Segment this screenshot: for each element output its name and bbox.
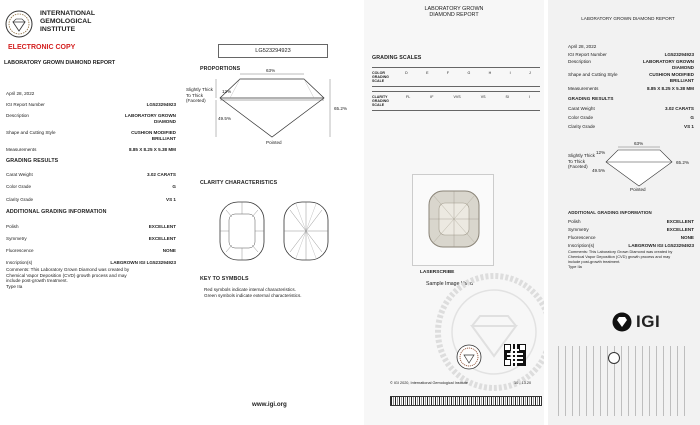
igi-diamond-icon bbox=[612, 312, 632, 332]
card-comments-line-4: Type IIa bbox=[568, 263, 582, 269]
card-number-row bbox=[568, 52, 694, 58]
polish-row bbox=[6, 224, 176, 230]
laserscribe-label: LASERSCRIBE bbox=[420, 270, 455, 275]
report-date: April 28, 2022 bbox=[6, 91, 35, 96]
card-depth-percent: 65.2% bbox=[676, 160, 690, 165]
card-number-value: LG523294923 bbox=[664, 52, 694, 57]
report-main-panel bbox=[0, 0, 182, 425]
card-symmetry-row bbox=[568, 227, 694, 233]
card-inscription-row bbox=[568, 243, 694, 249]
measurements-label: Measurements bbox=[6, 147, 37, 152]
proportions-diagram bbox=[182, 0, 364, 160]
grading-results-title: GRADING RESULTS bbox=[6, 158, 59, 164]
symmetry-row bbox=[6, 236, 176, 242]
key-line-1: Red symbols indicate internal characteristics. bbox=[204, 287, 296, 292]
fluorescence-row bbox=[6, 248, 176, 254]
igi-logo-text: IGI bbox=[636, 312, 661, 331]
symmetry-value: EXCELLENT bbox=[148, 236, 176, 241]
card-fluorescence-label: Fluorescence bbox=[568, 235, 596, 240]
card-shape-label: Shape and Cutting Style bbox=[568, 72, 618, 77]
card-shape-line-1: CUSHION MODIFIED bbox=[649, 72, 694, 77]
clarity-col-i: I bbox=[528, 95, 530, 99]
card-fluorescence-value: NONE bbox=[680, 235, 694, 240]
polish-label: Polish bbox=[6, 224, 19, 229]
card-additional-title: ADDITIONAL GRADING INFORMATION bbox=[568, 210, 652, 215]
grading-scales-title: GRADING SCALES bbox=[372, 55, 422, 61]
report-number-label: IGI Report Number bbox=[6, 102, 45, 107]
clarity-characteristics-title: CLARITY CHARACTERISTICS bbox=[200, 180, 278, 186]
clarity-grading-scale bbox=[372, 91, 540, 111]
sample-image-caption: Sample Image Used bbox=[426, 281, 473, 287]
org-name-line-1: INTERNATIONAL bbox=[40, 10, 95, 17]
footer-code: 10 - 13.20 bbox=[514, 381, 532, 385]
card-description-line-1: LABORATORY GROWN bbox=[642, 59, 694, 64]
comments-line-1: Comments: This Laboratory Grown Diamond was created by bbox=[6, 267, 130, 272]
org-name-line-2: GEMOLOGICAL bbox=[40, 17, 92, 25]
center-title-line-2: DIAMOND REPORT bbox=[429, 12, 479, 19]
color-col-h: H bbox=[488, 71, 492, 75]
proportions-report-number: LG523294923 bbox=[255, 48, 291, 54]
carat-label: Carat Weight bbox=[6, 172, 33, 177]
girdle-label bbox=[186, 87, 213, 104]
color-row bbox=[6, 184, 176, 190]
shape-label: Shape and Cutting Style bbox=[6, 130, 56, 135]
culet-label: Pointed bbox=[266, 140, 282, 145]
card-title: LABORATORY GROWN DIAMOND REPORT bbox=[581, 16, 675, 21]
clarity-col-fl: FL bbox=[406, 95, 411, 99]
card-symmetry-value: EXCELLENT bbox=[666, 227, 694, 232]
comments-line-3: include post-growth treatment. bbox=[6, 278, 68, 284]
card-description-label: Description bbox=[568, 59, 591, 64]
card-color-label: Color Grade bbox=[568, 115, 594, 120]
card-number-label: IGI Report Number bbox=[568, 52, 607, 57]
card-girdle-line-1: Slightly Thick bbox=[568, 153, 595, 158]
card-carat-row bbox=[568, 106, 694, 112]
card-grading-title: GRADING RESULTS bbox=[568, 96, 614, 101]
card-rotated-fine-print bbox=[558, 346, 690, 416]
card-color-row bbox=[568, 115, 694, 121]
qr-code-icon bbox=[504, 344, 526, 366]
measurements-row bbox=[6, 147, 176, 153]
card-carat-value: 3.02 CARATS bbox=[664, 106, 694, 111]
card-carat-label: Carat Weight bbox=[568, 106, 595, 111]
shape-row bbox=[6, 130, 176, 141]
card-clarity-label: Clarity Grade bbox=[568, 124, 596, 129]
clarity-col-vs: VS bbox=[480, 95, 486, 99]
card-description-row bbox=[568, 59, 694, 70]
shape-value-line-2: BRILLIANT bbox=[151, 135, 176, 141]
inscription-value: LABGROWN IGI LG523294923 bbox=[110, 260, 176, 265]
clarity-value: VS 1 bbox=[166, 197, 176, 202]
description-value-line-1: LABORATORY GROWN bbox=[124, 113, 176, 118]
website-label: www.igi.org bbox=[252, 401, 287, 408]
card-clarity-value: VS 1 bbox=[684, 124, 694, 129]
inscription-label: Inscription(s) bbox=[6, 260, 33, 265]
center-report-title bbox=[364, 6, 544, 19]
clarity-col-si: SI bbox=[505, 95, 509, 99]
shape-value-line-1: CUSHION MODIFIED bbox=[131, 130, 176, 135]
description-label: Description bbox=[6, 113, 29, 118]
color-label: Color Grade bbox=[6, 184, 32, 189]
proportions-panel bbox=[182, 0, 364, 425]
card-comments-block bbox=[568, 250, 696, 270]
electronic-copy-label: ELECTRONIC COPY bbox=[8, 44, 76, 51]
clarity-plot-pavilion bbox=[282, 200, 330, 262]
table-percent: 63% bbox=[266, 68, 276, 73]
clarity-plot-crown bbox=[218, 200, 266, 262]
color-col-e: E bbox=[426, 71, 429, 75]
clarity-label: Clarity Grade bbox=[6, 197, 34, 202]
igi-seal-logo bbox=[5, 10, 33, 38]
diamond-sample-photo bbox=[412, 174, 494, 266]
card-inscription-value: LABGROWN IGI LG523294923 bbox=[628, 243, 694, 248]
report-title: LABORATORY GROWN DIAMOND REPORT bbox=[4, 60, 116, 66]
girdle-line-2: To Thick bbox=[186, 92, 204, 98]
proportions-title: PROPORTIONS bbox=[200, 66, 241, 72]
card-shape-row bbox=[568, 72, 694, 83]
igi-logo bbox=[612, 312, 660, 332]
card-fluorescence-row bbox=[568, 235, 694, 241]
card-polish-label: Polish bbox=[568, 219, 581, 224]
card-table-percent: 63% bbox=[634, 141, 644, 146]
fluorescence-value: NONE bbox=[162, 248, 176, 253]
grading-scales-panel bbox=[364, 0, 544, 425]
comments-block bbox=[6, 267, 178, 290]
card-date: April 28, 2022 bbox=[568, 44, 597, 49]
key-line-2: Green symbols indicate external characteristics. bbox=[204, 292, 302, 298]
card-polish-value: EXCELLENT bbox=[666, 219, 694, 224]
color-value: G bbox=[172, 184, 176, 189]
color-scale-label: COLOR GRADING SCALE bbox=[372, 71, 389, 83]
card-description-line-2: DIAMOND bbox=[672, 64, 694, 70]
security-barcode-strip bbox=[390, 396, 542, 406]
description-value-line-2: DIAMOND bbox=[154, 118, 176, 124]
crown-percent: 12% bbox=[222, 89, 232, 94]
girdle-line-1: Slightly Thick bbox=[186, 87, 213, 92]
carat-row bbox=[6, 172, 176, 178]
carat-value: 3.02 CARATS bbox=[146, 172, 176, 177]
card-color-value: G bbox=[690, 115, 694, 120]
card-polish-row bbox=[568, 219, 694, 225]
clarity-scale-label: CLARITY GRADING SCALE bbox=[372, 95, 389, 107]
card-comments-line-1: Comments: This Laboratory Grown Diamond was created by bbox=[568, 249, 673, 254]
card-measurements-value: 8.85 X 8.25 X 5.38 MM bbox=[647, 86, 694, 91]
summary-card-panel bbox=[548, 0, 700, 425]
report-number-row bbox=[6, 102, 176, 108]
card-girdle-line-3: (Faceted) bbox=[568, 164, 588, 170]
card-symmetry-label: Symmetry bbox=[568, 227, 589, 232]
color-grading-scale bbox=[372, 67, 540, 87]
report-number-value: LG523294923 bbox=[146, 102, 176, 107]
card-pavilion-percent: 49.5% bbox=[592, 168, 606, 173]
clarity-row bbox=[6, 197, 176, 203]
color-col-g: G bbox=[467, 71, 471, 75]
card-crown-percent: 12% bbox=[596, 150, 606, 155]
card-measurements-row bbox=[568, 86, 694, 92]
inscription-row bbox=[6, 260, 176, 266]
igi-round-seal-icon bbox=[456, 344, 482, 370]
comments-line-2: Chemical Vapor Deposition (CVD) growth process and may bbox=[6, 272, 127, 278]
card-girdle-label bbox=[568, 153, 595, 170]
center-title-line-1: LABORATORY GROWN bbox=[424, 6, 484, 12]
depth-percent: 65.2% bbox=[334, 106, 348, 111]
key-to-symbols-title: KEY TO SYMBOLS bbox=[200, 276, 249, 282]
description-row bbox=[6, 113, 176, 124]
clarity-col-if: IF bbox=[430, 95, 434, 99]
measurements-value: 8.85 X 8.25 X 5.38 MM bbox=[129, 147, 176, 152]
copyright-text: © IGI 2020, International Gemological Institute bbox=[390, 381, 468, 385]
color-col-i: I bbox=[509, 71, 511, 75]
card-girdle-line-2: To Thick bbox=[568, 158, 586, 164]
color-col-f: F bbox=[446, 71, 450, 75]
color-col-d: D bbox=[405, 71, 408, 75]
card-measurements-label: Measurements bbox=[568, 86, 599, 91]
clarity-col-vvs: VVS bbox=[453, 95, 461, 99]
girdle-line-3: (Faceted) bbox=[186, 98, 206, 104]
symmetry-label: Symmetry bbox=[6, 236, 27, 241]
org-name-line-3: INSTITUTE bbox=[40, 25, 76, 33]
pavilion-percent: 49.5% bbox=[218, 116, 232, 121]
fluorescence-label: Fluorescence bbox=[6, 248, 34, 253]
card-shape-line-2: BRILLIANT bbox=[669, 77, 694, 83]
card-comments-line-2: Chemical Vapor Deposition (CVD) growth process and may bbox=[568, 253, 671, 259]
card-culet-label: Pointed bbox=[630, 187, 646, 192]
polish-value: EXCELLENT bbox=[148, 224, 176, 229]
color-col-j: J bbox=[528, 71, 531, 75]
additional-info-title: ADDITIONAL GRADING INFORMATION bbox=[6, 209, 107, 215]
card-comments-line-3: include post-growth treatment. bbox=[568, 258, 621, 264]
card-clarity-row bbox=[568, 124, 694, 130]
key-to-symbols-text bbox=[204, 287, 302, 298]
comments-line-4: Type IIa bbox=[6, 284, 23, 290]
card-inscription-label: Inscription(s) bbox=[568, 243, 595, 248]
card-small-seal-icon bbox=[608, 352, 620, 364]
